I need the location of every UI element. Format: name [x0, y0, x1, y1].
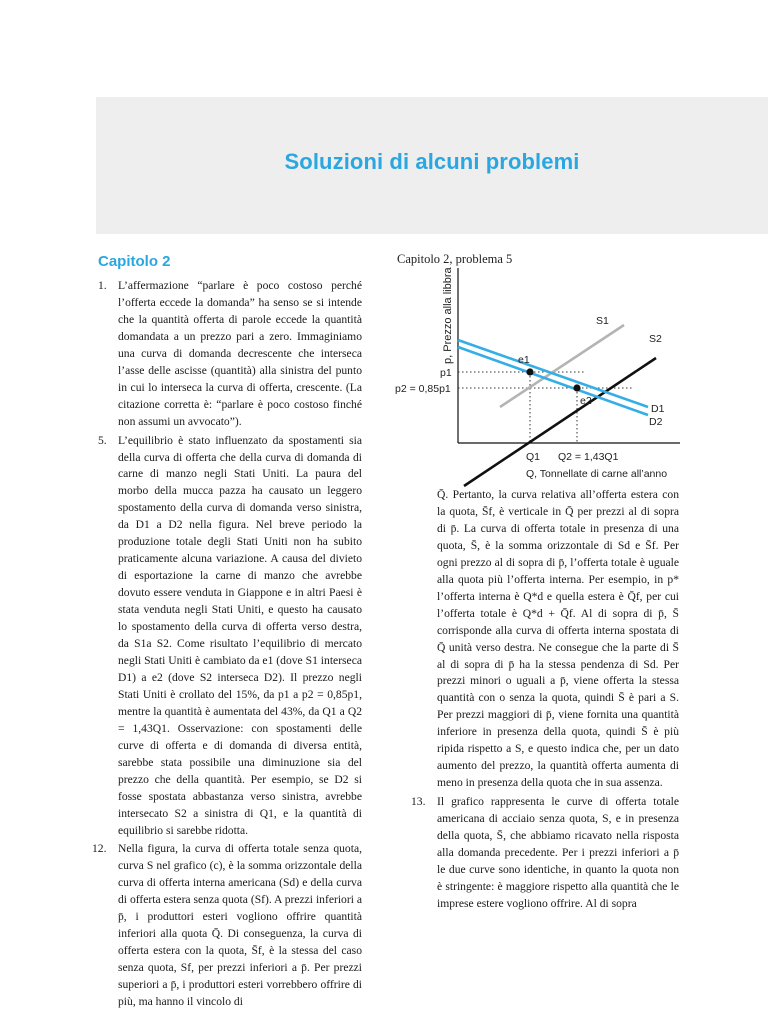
page-title: Soluzioni di alcuni problemi [284, 149, 580, 174]
equilibrium-point-e2 [573, 384, 580, 391]
answer-item-13 [411, 794, 679, 913]
chapter-heading: Capitolo 2 [98, 253, 171, 270]
label-e1: e1 [518, 354, 530, 366]
left-column [92, 278, 362, 1013]
label-p2: p2 = 0,85p1 [395, 383, 451, 395]
label-q1: Q1 [526, 451, 541, 463]
answer-text: Il grafico rappresenta le curve di offerta totale americana di acciaio senza quota, S, e in presenza della quota, S̄, che abbiamo ricavato nella risposta alla domanda precedente. Per i prezzi inferiori a p̄ le due curve sono identiche, in quanto la quota non è stringente: è maggiore rispetto alla quantità che le imprese estere vogliono offrire. Al di sopra [437, 795, 679, 910]
answer-item-5 [100, 433, 362, 840]
answer-item-1 [100, 278, 362, 431]
label-p1: p1 [440, 367, 452, 379]
answer-text: L’affermazione “parlare è poco costoso perché l’offerta eccede la domanda” ha senso se si intende che la quantità offerta di parole eccede la quantità domandata a un prezzo pari a zero. Immaginiamo una curva di domanda decrescente che interseca l’asse delle ascisse (quantità) alla sinistra del punto in cui lo interseca la curva di offerta, crescente. (La citazione corretta è: “parlare è poco costoso finché non assumi un avvocato”). [118, 279, 362, 428]
answer-number: 13. [411, 795, 426, 809]
title-banner [96, 97, 768, 234]
y-axis-label: p, Prezzo alla libbra [442, 267, 454, 364]
answer-number: 5. [98, 433, 107, 447]
answer-number: 12. [92, 842, 107, 856]
label-e2: e2 [580, 395, 592, 407]
answer-item-12-continued [419, 487, 679, 792]
answer-text: Nella figura, la curva di offerta totale senza quota, curva S nel grafico (c), è la somma orizzontale della curva di offerta interna americana (Sd) e della curva di offerta estera senza quota (Sf). A prezzi inferiori a p̄, i produttori esteri vogliono offrire quantità inferiori alla quota Q̄. Di conseguenza, la curva di offerta estera con la quota, S̄f, è la stessa del caso senza quota, Sf, per prezzi inferiori a p̄. Per prezzi superiori a p̄, i produttori esteri vorrebbero offrire di più, ma hanno il vincolo di [118, 842, 362, 1009]
supply-demand-figure [390, 268, 700, 508]
figure-caption: Capitolo 2, problema 5 [397, 252, 513, 266]
label-s2: S2 [649, 333, 662, 345]
demand-curve-d1 [458, 340, 648, 407]
label-q2: Q2 = 1,43Q1 [558, 451, 619, 463]
answer-text: L’equilibrio è stato influenzato da spostamenti sia della curva di offerta che della curva di domanda di carne di manzo negli Stati Uniti. La paura del morbo della mucca pazza ha causato un leggero spostamento della curva di domanda verso sinistra, da D1 a D2 nella figura. Nel breve periodo la produzione totale degli Stati Uniti non ha subito praticamente alcuna variazione. A causa del divieto di esportazione la carne di manzo che avrebbe dovuto essere venduta in Giappone e in altri Paesi è stata venduta negli Stati Uniti, e questo ha causato lo spostamento della curva di offerta verso destra, da S1a S2. Come risultato l’equilibrio di mercato negli Stati Uniti è cambiato da e1 (dove S1 interseca D1) a e2 (dove S2 interseca D2). Il prezzo negli Stati Uniti è crollato del 15%, da p1 a p2 = 0,85p1, mentre la quantità è aumentata del 43%, da Q1 a Q2 = 1,43Q1. Osservazione: con spostamenti delle curve di offerta e di domanda di diversa entità, sarebbe stata possibile una diminuzione sia del prezzo che della quantità. Per esempio, se D2 si fosse spostata abbastanza verso sinistra, avrebbe intersecato S2 a sinistra di Q1, e la quantità di equilibrio si sarebbe ridotta. [118, 433, 362, 837]
answer-number: 1. [98, 279, 107, 292]
answer-text: Q̄. Pertanto, la curva relativa all’offerta estera con la quota, S̄f, è verticale in Q̄ per prezzi al di sopra di p̄. La curva di offerta totale in presenza di una quota, S̄, è la somma orizzontale di Sd e S̄f. Per ogni prezzo al di sopra di p̄, l’offerta totale è uguale alla quota più l’offerta interna. Per esempio, in p* l’offerta interna è Q*d e quella estera è Q̄f, per cui l’offerta totale è Q*d + Q̄f. Al di sopra di p̄, S̄ corrisponde alla curva di offerta interna spostata di Q̄ unità verso destra. Ne consegue che la parte di S̄ al di sopra di p̄ ha la stessa pendenza di Sd. Per prezzi minori o uguali a p̄, viene offerta la stessa quantità con o senza la quota, quindi S̄ è pari a S. Per prezzi maggiori di p̄, viene fornita una quantità inferiore in presenza della quota, quindi S̄ è più ripida rispetto a S, e questo indica che, per un dato aumento del prezzo, la quantità offerta aumenta di meno in presenza della quota che in sua assenza. [437, 488, 679, 790]
right-column [411, 487, 679, 915]
label-d2: D2 [649, 416, 663, 428]
label-s1: S1 [596, 315, 609, 327]
answer-item-12 [92, 841, 362, 1011]
x-axis-label: Q, Tonnellate di carne all’anno [526, 468, 668, 480]
equilibrium-point-e1 [526, 368, 533, 375]
supply-curve-s1 [500, 325, 624, 407]
label-d1: D1 [651, 403, 665, 415]
